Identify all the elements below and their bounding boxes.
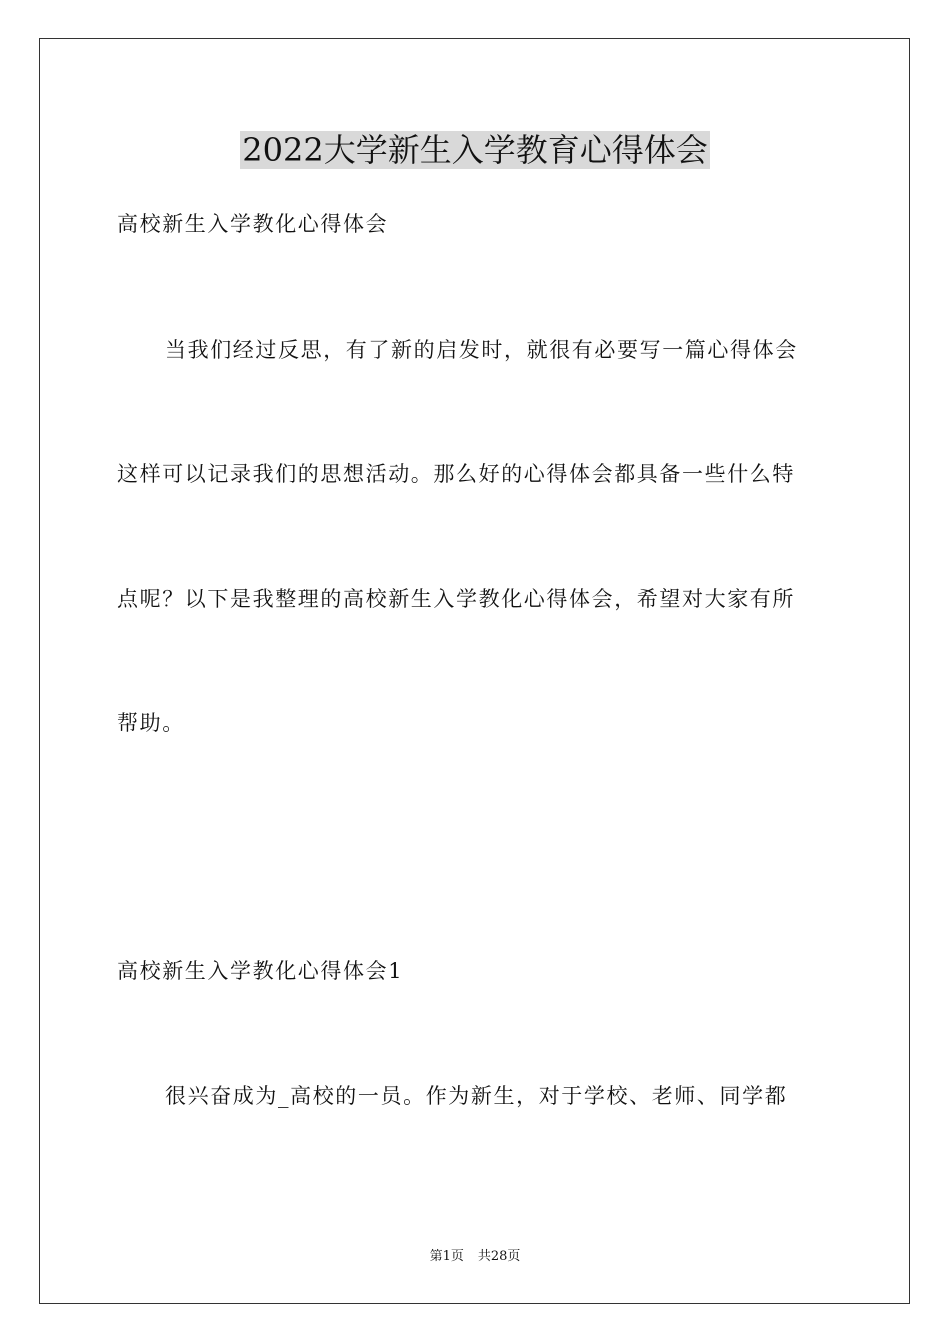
page-total: 共28页 bbox=[477, 1249, 521, 1264]
subtitle: 高校新生入学教化心得体会 bbox=[117, 212, 389, 236]
document-title bbox=[0, 128, 950, 172]
section-heading: 高校新生入学教化心得体会1 bbox=[117, 959, 404, 983]
paragraph-line-4: 帮助。 bbox=[117, 711, 185, 735]
document-title-text: 2022大学新生入学教育心得体会 bbox=[242, 131, 708, 169]
paragraph-line-3: 点呢？以下是我整理的高校新生入学教化心得体会，希望对大家有所 bbox=[117, 587, 795, 611]
page-footer bbox=[0, 1248, 950, 1266]
page-number: 第1页 bbox=[429, 1249, 464, 1264]
section-paragraph-line-1: 很兴奋成为_高校的一员。作为新生，对于学校、老师、同学都 bbox=[165, 1084, 788, 1108]
paragraph-line-2: 这样可以记录我们的思想活动。那么好的心得体会都具备一些什么特 bbox=[117, 462, 795, 486]
paragraph-line-1: 当我们经过反思，有了新的启发时，就很有必要写一篇心得体会 bbox=[165, 338, 798, 362]
